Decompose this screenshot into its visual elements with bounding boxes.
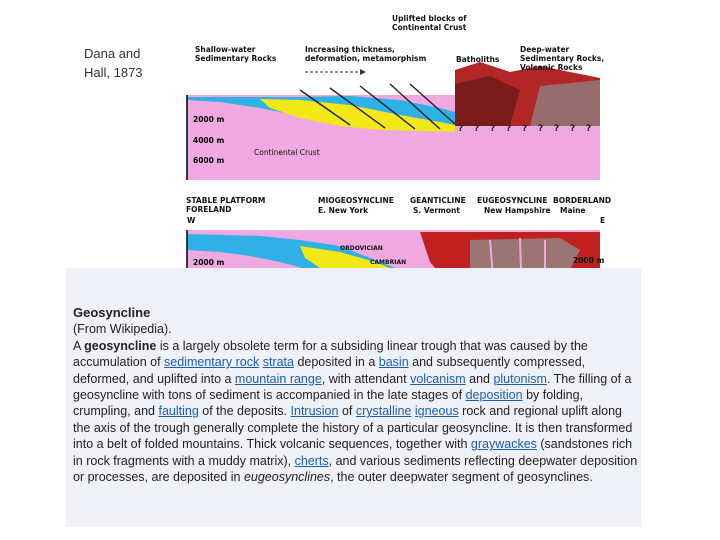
link-volcanism[interactable]: volcanism xyxy=(410,371,466,386)
ny-label: E. New York xyxy=(318,206,369,215)
link-graywackes[interactable]: graywackes xyxy=(470,437,537,452)
nh-label: New Hampshire xyxy=(484,206,551,215)
link-igneous[interactable]: igneous xyxy=(414,404,459,419)
e-label: E xyxy=(600,216,606,225)
batholith-label: Batholiths xyxy=(456,55,500,64)
vermont-label: S. Vermont xyxy=(413,206,460,215)
credit-text: Dana and Hall, 1873 xyxy=(84,46,143,80)
depth-label-2000: 2000 m xyxy=(193,115,225,124)
maine-label: Maine xyxy=(560,206,586,215)
link-intrusion[interactable]: Intrusion xyxy=(290,404,339,419)
border-label: BORDERLAND xyxy=(553,196,612,205)
article-text xyxy=(73,305,638,485)
link-cherts[interactable]: cherts xyxy=(294,453,329,468)
link-basin[interactable]: basin xyxy=(378,355,409,370)
eugeo-label: EUGEOSYNCLINE xyxy=(477,196,548,205)
link-plutonism[interactable]: plutonism xyxy=(493,371,547,386)
link-strata[interactable]: strata xyxy=(262,355,294,370)
depth-label-6000: 6000 m xyxy=(193,156,225,165)
w-label: W xyxy=(187,216,196,225)
link-mountain-range[interactable]: mountain range xyxy=(234,371,322,386)
bottom-left-depth-2000: 2000 m xyxy=(193,258,225,267)
miogeo-label: MIOGEOSYNCLINE xyxy=(318,196,394,205)
article-source: (From Wikipedia). xyxy=(73,322,172,337)
eugeo-italic: eugeosynclines xyxy=(243,470,331,485)
crust-label: Continental Crust xyxy=(254,148,320,157)
link-sedimentary-rock[interactable]: sedimentary rock xyxy=(164,355,260,370)
link-faulting[interactable]: faulting xyxy=(158,404,199,419)
term-bold: geosyncline xyxy=(84,338,157,353)
increasing-label: Increasing thickness, deformation, metamorphism xyxy=(305,45,427,63)
shallow-label: Shallow-water Sedimentary Rocks xyxy=(195,45,277,63)
article-title: Geosyncline xyxy=(73,305,151,320)
cambrian-label: CAMBRIAN xyxy=(370,259,407,266)
stable-platform-label: STABLE PLATFORM FORELAND xyxy=(186,196,266,214)
deep-label: Deep-water Sedimentary Rocks, Volcanic Rocks xyxy=(520,45,605,72)
uplifted-label: Uplifted blocks of Continental Crust xyxy=(392,14,467,32)
link-crystalline[interactable]: crystalline xyxy=(355,404,412,419)
link-deposition[interactable]: deposition xyxy=(465,388,523,403)
geanti-label: GEANTICLINE xyxy=(410,196,466,205)
ordovician-label: ORDOVICIAN xyxy=(340,245,383,252)
depth-label-4000: 4000 m xyxy=(193,136,225,145)
article-paragraph: A geosyncline is a largely obsolete term for a subsiding linear trough that was caused by the accumulation of sedimentary rock strata deposited in a basin and subsequently compressed, deformed, and uplifted into a mountain range, with attendant volcanism and plutonism. The filling of a geosyncline with tons of sediment is accompanied in the late stages of deposition by folding, crumpling, and faulting of the deposits. Intrusion of crystalline igneous rock and regional uplift along the axis of the trough generally complete the history of a particular geosyncline. It is then transformed into a belt of folded mountains. Thick volcanic sequences, together with graywackes (sandstones rich in rock fragments with a muddy matrix), cherts, and various sediments reflecting deepwater deposition or processes, are deposited in eugeosynclines, the outer deepwater segment of geosynclines. xyxy=(73,338,638,485)
bottom-right-depth-2000: 2000 m xyxy=(573,256,605,265)
